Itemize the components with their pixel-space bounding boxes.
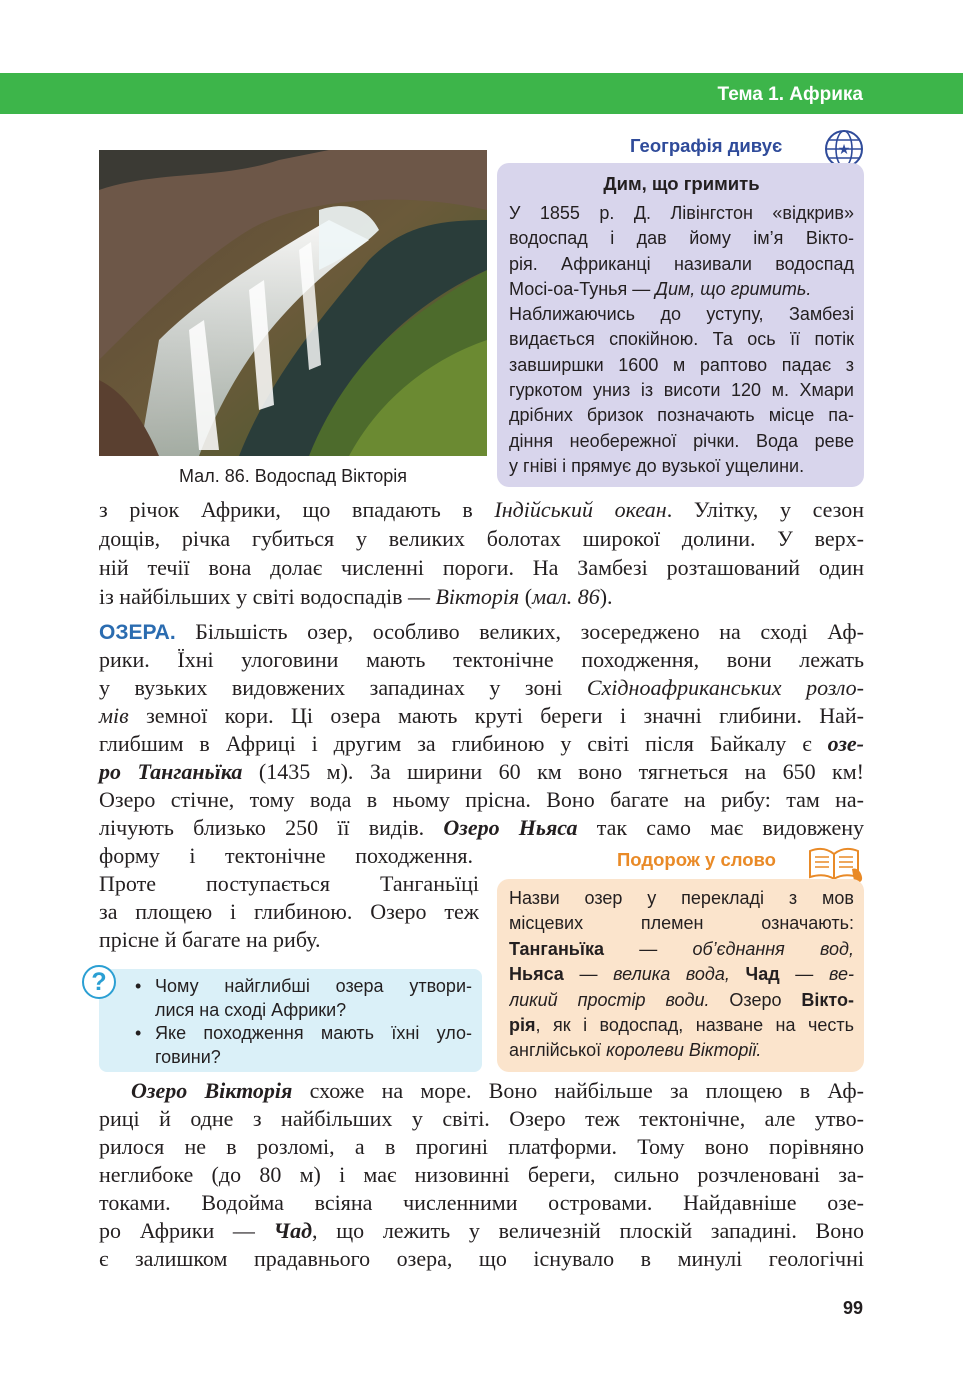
body-line [99, 554, 864, 582]
travel-line [509, 886, 854, 911]
travel-line [509, 962, 854, 987]
body-text: рилося не в розломі, а в прогині платформи. Тому воно порівняно [99, 1134, 864, 1159]
body-text: (1435 м). За ширини 60 км воно тягнеться на 650 км! [242, 759, 864, 784]
topic-title: Тема 1. Африка [717, 84, 863, 105]
travel-line [509, 988, 854, 1013]
fact-text: діння необережної річки. Вода реве [509, 430, 854, 451]
body-text-bold-italic: Озеро Вікторія [131, 1078, 293, 1103]
body-line [99, 1189, 864, 1217]
travel-text: , як і водоспад, назване на честь [535, 1014, 854, 1035]
fact-line [509, 302, 854, 327]
body-line [99, 496, 864, 524]
lakes-line [99, 758, 864, 786]
question-text: • Чому найглибші озера утвори- [155, 976, 472, 996]
travel-text-bold: Танганьїка [509, 938, 604, 959]
travel-text-italic: ликий простір води. [509, 989, 710, 1010]
body-text: ( [519, 584, 533, 609]
fact-text: у гніві і прямує до вузької ущелини. [509, 455, 805, 476]
body-text-bold-italic: ро Танганьїка [99, 759, 243, 784]
travel-text: — [603, 938, 693, 959]
travel-text-italic: королеви Вікторії. [606, 1040, 762, 1061]
lakes-narrow-line [99, 926, 479, 954]
body-text: земної кори. Ці озера мають круті береги і значні глибини. Най- [128, 703, 864, 728]
travel-text-italic: об’єднання вод, [692, 938, 854, 959]
body-text: форму і тектонічне походження. [99, 843, 473, 868]
travel-text-bold: Вікто- [801, 989, 854, 1010]
body-text: з річок Африки, що впадають в [99, 497, 495, 522]
questions-box [99, 969, 482, 1072]
svg-text:★: ★ [837, 142, 851, 158]
fact-line [509, 429, 854, 454]
fact-text: завширшки 1600 м раптово падає з [509, 354, 854, 375]
lakes-line [99, 618, 864, 647]
victoria-falls-photo [99, 150, 487, 456]
body-text: Більшість озер, особливо великих, зосереджено на сході Аф- [195, 619, 864, 644]
body-text: Проте поступається Танганьїці [99, 871, 479, 896]
body-line [99, 525, 864, 553]
body-line [99, 1161, 864, 1189]
fact-line [509, 201, 854, 226]
fact-box-title: Дим, що гримить [603, 173, 760, 194]
body-text-italic: Східноафриканських розло- [586, 675, 865, 700]
fact-line [509, 353, 854, 378]
fact-text: гуркотом униз із висоти 120 м. Хмари [509, 380, 854, 401]
travel-line [509, 1038, 854, 1063]
body-text: Озеро стічне, тому вода в ньому прісна. Воно багате на рибу: там на- [99, 787, 864, 812]
fact-text: водоспад і дав йому ім’я Вікто- [509, 228, 854, 249]
fact-line [509, 378, 854, 403]
travel-text-italic: ве- [828, 964, 854, 985]
fact-box-label: Географія дивує [630, 135, 783, 156]
fact-text: Наближаючись до уступу, Замбезі [509, 304, 854, 325]
lakes-narrow-line [99, 870, 479, 898]
fact-line [509, 252, 854, 277]
body-text: . Улітку, у сезон [666, 497, 864, 522]
body-line [99, 583, 864, 611]
body-text: дощів, річка губиться у великих болотах широкої долини. У верх- [99, 526, 864, 551]
fact-line [509, 226, 854, 251]
travel-box-label: Подорож у слово [617, 849, 776, 870]
question-text: говини? [155, 1046, 221, 1067]
body-text-italic: Індійський океан [494, 497, 667, 522]
body-text: у вузьких видовжених западинах у зоні [99, 675, 587, 700]
travel-text: — [563, 964, 614, 985]
fact-text-italic: Дим, що гримить. [655, 278, 812, 299]
travel-text-italic: велика вода, [613, 964, 746, 985]
travel-text: англійської [509, 1040, 607, 1061]
body-text: так само має видовжену [577, 815, 864, 840]
figure-caption: Мал. 86. Водоспад Вікторія [178, 466, 408, 486]
body-text-bold-italic: Чад [273, 1218, 312, 1243]
lakes-line [99, 702, 864, 730]
body-line [99, 1077, 864, 1105]
fact-text: У 1855 р. Д. Лівінгстон «відкрив» [509, 203, 854, 223]
body-text: є залишком прадавнього озера, що існувало в минулі геологічні [99, 1246, 864, 1271]
lakes-line [99, 674, 864, 702]
question-text: • Яке походження мають їхні уло- [155, 1023, 472, 1044]
body-line [99, 1245, 864, 1273]
body-line [99, 1133, 864, 1161]
travel-text: Озеро [709, 989, 802, 1010]
body-text: із найбільших у світі водоспадів — [99, 584, 436, 609]
body-text: ). [599, 584, 613, 609]
body-text-italic: мал. 86 [532, 584, 600, 609]
body-text: лічують близько 250 її видів. [99, 815, 444, 840]
body-text-bold-italic: Озеро Ньяса [443, 815, 578, 840]
lakes-line [99, 814, 864, 842]
body-text: риці й одне з найбільших у світі. Озеро теж тектонічне, але утво- [99, 1106, 864, 1131]
travel-line [509, 911, 854, 936]
body-text: , що лежить у величезній плоскій западині. Воно [312, 1218, 865, 1243]
body-line [99, 1217, 864, 1245]
body-text: схоже на море. Воно найбільше за площею в Аф- [292, 1078, 864, 1103]
travel-text-bold: Ньяса [509, 964, 564, 985]
travel-text: місцевих племен означають: [509, 913, 854, 934]
travel-text: — [779, 964, 829, 985]
body-text: прісне й багате на рибу. [99, 927, 321, 952]
fact-box [497, 163, 864, 487]
body-text: ро Африки — [99, 1218, 274, 1243]
lakes-line [99, 646, 864, 674]
fact-text: рія. Африканці називали водоспад [509, 253, 854, 274]
travel-text-bold: Чад [745, 964, 780, 985]
fact-text: Мосі-оа-Тунья — [509, 278, 656, 299]
fact-line [509, 277, 854, 302]
fact-text: видається спокійною. Та ось її потік [509, 329, 854, 350]
fact-line [509, 403, 854, 428]
travel-box [497, 879, 864, 1072]
body-text: рики. Їхні улоговини мають тектонічне походження, вони лежать [99, 647, 864, 672]
body-text: неглибоке (до 80 м) і має низовинні береги, сильно розчленовані за- [99, 1162, 864, 1187]
body-text: ній течії вона долає численні пороги. На Замбезі розташований один [99, 555, 864, 580]
lakes-line [99, 786, 864, 814]
question-mark-icon: ? [82, 965, 116, 999]
question-item [129, 1022, 472, 1069]
section-heading-lakes: ОЗЕРА. [99, 621, 176, 644]
body-text-bold-italic: озе- [827, 731, 864, 756]
question-item [129, 975, 472, 1022]
travel-line [509, 937, 854, 962]
body-text: за площею і глибиною. Озеро теж [99, 899, 479, 924]
page-number: 99 [842, 1298, 863, 1318]
travel-line [509, 1013, 854, 1038]
fact-line [509, 327, 854, 352]
lakes-line [99, 730, 864, 758]
body-text-italic: мів [99, 703, 129, 728]
lakes-narrow-line [99, 898, 479, 926]
body-text: токами. Водойма всіяна численними островами. Найдавніше озе- [99, 1190, 864, 1215]
fact-line [509, 454, 854, 479]
body-text: глибшим в Африці і другим за глибиною у світі після Байкалу є [99, 731, 828, 756]
travel-text: Назви озер у перекладі з мов [509, 888, 854, 908]
question-text: лися на сході Африки? [155, 999, 347, 1020]
fact-text: дрібних бризок позначають місце па- [509, 405, 854, 426]
lakes-narrow-line [99, 842, 473, 870]
body-text-italic: Вікторія [435, 584, 520, 609]
travel-text-bold: рія [509, 1014, 536, 1035]
body-line [99, 1105, 864, 1133]
